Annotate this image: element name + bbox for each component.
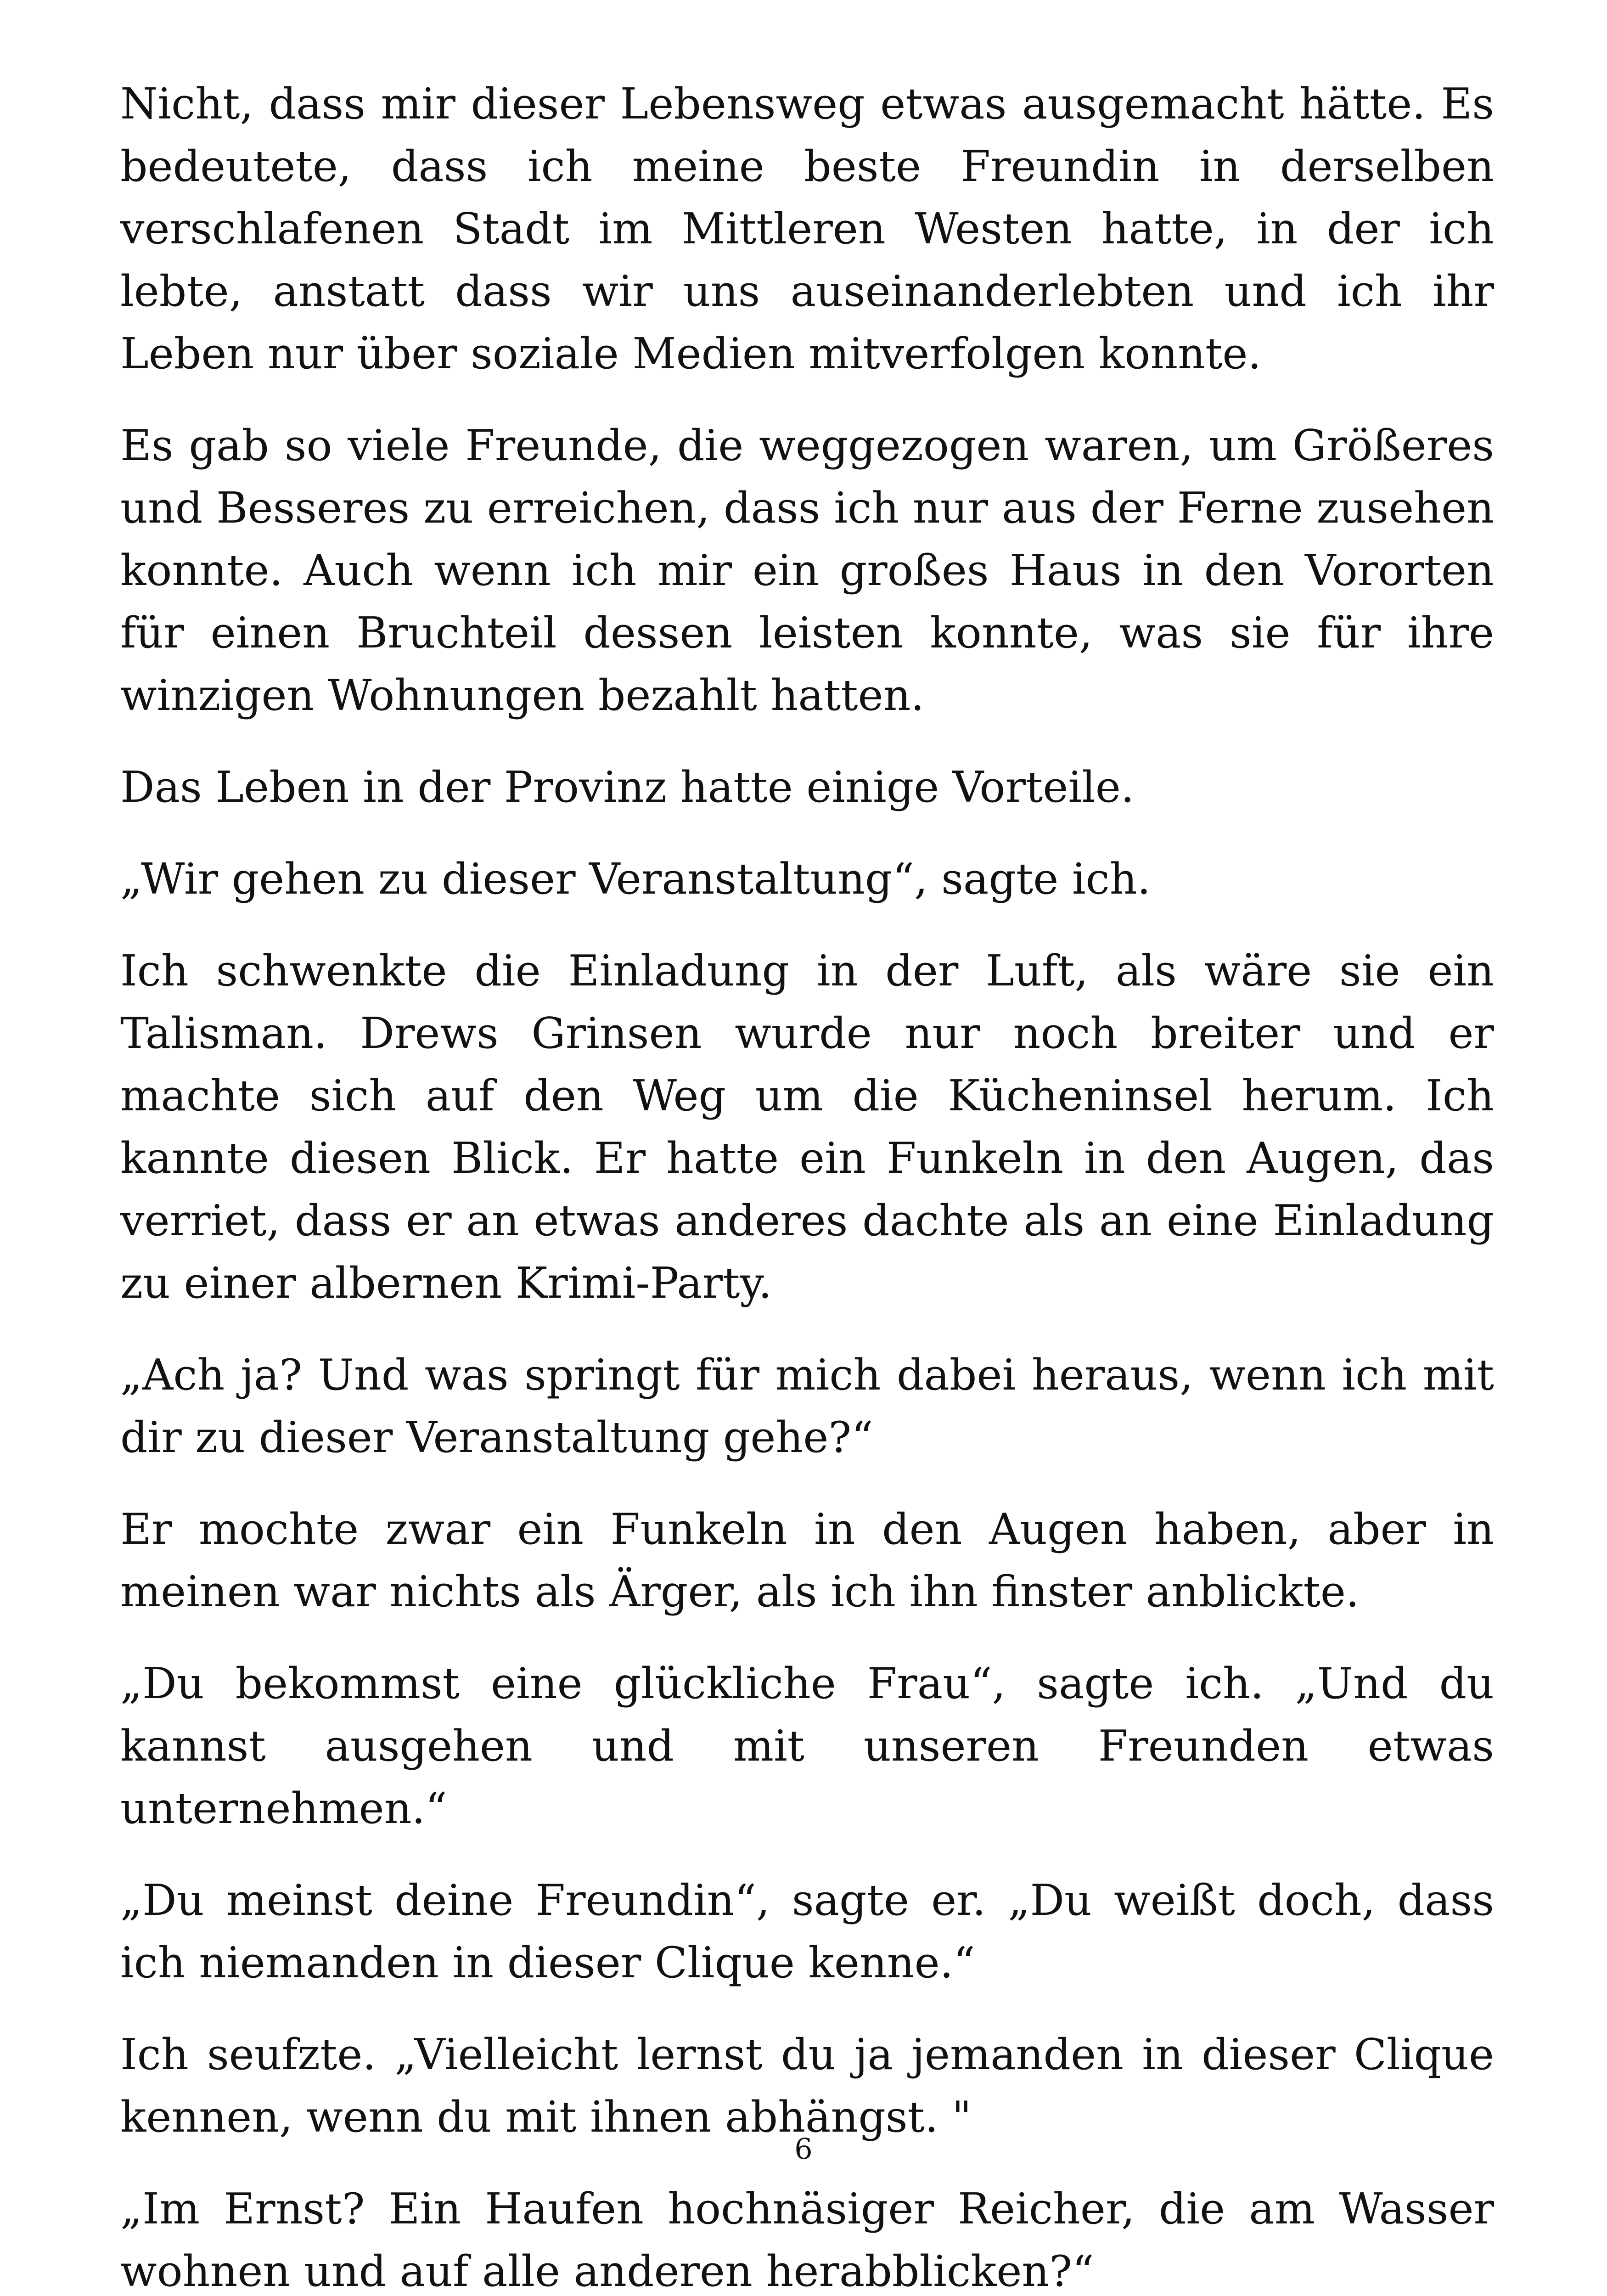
paragraph-5: Ich schwenkte die Einladung in der Luft, als wäre sie ein Talisman. Drews Grinsen wurde nur noch breiter und er machte sich auf den Weg um die Kücheninsel herum. Ich kannte diesen Blick. Er hatte ein Funkeln in den Augen, das verriet, dass er an etwas anderes dachte als an eine Einladung zu einer albernen Krimi-Party. (120, 946, 1494, 1308)
paragraph-9: „Du meinst deine Freundin“, sagte er. „Du weißt doch, dass ich niemanden in dieser Clique kenne.“ (120, 1875, 1494, 1987)
paragraph-7: Er mochte zwar ein Funkeln in den Augen haben, aber in meinen war nichts als Ärger, als ich ihn finster anblickte. (120, 1504, 1494, 1616)
paragraph-6: „Ach ja? Und was springt für mich dabei heraus, wenn ich mit dir zu dieser Veranstaltung gehe?“ (120, 1350, 1494, 1462)
paragraph-1: Nicht, dass mir dieser Lebensweg etwas ausgemacht hätte. Es bedeutete, dass ich meine beste Freundin in derselben verschlafenen Stadt im Mittleren Westen hatte, in der ich lebte, anstatt dass wir uns auseinanderlebten und ich ihr Leben nur über soziale Medien mitverfolgen konnte. (120, 79, 1494, 378)
paragraph-2: Es gab so viele Freunde, die weggezogen waren, um Größeres und Besseres zu erreichen, dass ich nur aus der Ferne zusehen konnte. Auch wenn ich mir ein großes Haus in den Vororten für einen Bruchteil dessen leisten konnte, was sie für ihre winzigen Wohnungen bezahlt hatten. (120, 421, 1494, 720)
paragraph-10: Ich seufzte. „Vielleicht lernst du ja jemanden in dieser Clique kennen, wenn du mit ihnen abhängst. " (120, 2030, 1494, 2142)
body-text (120, 73, 1494, 2296)
paragraph-3: Das Leben in der Provinz hatte einige Vorteile. (120, 762, 1135, 812)
paragraph-4: „Wir gehen zu dieser Veranstaltung“, sagte ich. (120, 854, 1151, 904)
page-number: 6 (794, 2132, 813, 2166)
paragraph-11: „Im Ernst? Ein Haufen hochnäsiger Reicher, die am Wasser wohnen und auf alle anderen herabblicken?“ (120, 2184, 1494, 2296)
paragraph-8: „Du bekommst eine glückliche Frau“, sagte ich. „Und du kannst ausgehen und mit unseren Freunden etwas unternehmen.“ (120, 1659, 1494, 1833)
